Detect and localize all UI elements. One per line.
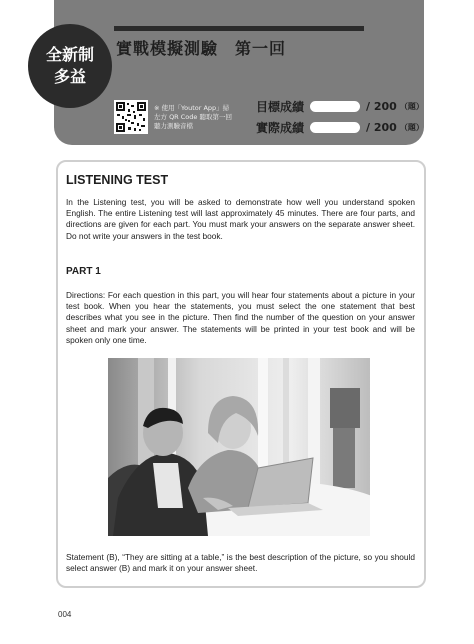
actual-score-label: 實際成績 bbox=[256, 121, 305, 135]
example-photo bbox=[108, 358, 370, 536]
badge-line-1: 全新制 bbox=[45, 45, 94, 64]
page-number: 004 bbox=[58, 610, 72, 619]
edition-badge bbox=[28, 24, 112, 108]
actual-score-unit: （題） bbox=[399, 123, 424, 132]
qr-code-icon bbox=[114, 100, 148, 134]
actual-score-field[interactable] bbox=[310, 122, 360, 133]
target-score-row bbox=[256, 98, 424, 115]
target-score-total: / 200 bbox=[366, 100, 397, 113]
test-title: 實戰模擬測驗 第一回 bbox=[116, 39, 287, 58]
example-paragraph: Statement (B), “They are sitting at a table,” is the best description of the picture, so you should select answer (B) and mark it on your answer sheet. bbox=[66, 552, 415, 574]
badge-line-2: 多益 bbox=[53, 67, 86, 86]
part-heading: PART 1 bbox=[66, 266, 101, 277]
directions-paragraph: Directions: For each question in this part, you will hear four statements about a picture in your test book. When you hear the statements, you must select the one statement that best describes what you see in the picture. Then find the number of the question on your answer sheet and mark your answer. The statements will be printed in your test book and will be spoken only one time. bbox=[66, 290, 415, 345]
target-score-label: 目標成績 bbox=[256, 100, 305, 114]
target-score-unit: （題） bbox=[399, 102, 424, 111]
qr-instruction: ※ 使用「Youtor App」掃左方 QR Code 聽取第一回聽力測驗音檔 bbox=[154, 104, 232, 130]
actual-score-row bbox=[256, 119, 424, 136]
title-rule bbox=[114, 26, 364, 31]
section-heading: LISTENING TEST bbox=[66, 173, 169, 187]
actual-score-total: / 200 bbox=[366, 121, 397, 134]
intro-paragraph: In the Listening test, you will be asked to demonstrate how well you understand spoken English. The entire Listening test will last approximately 45 minutes. There are four parts, and directions are given for each part. You must mark your answers on the separate answer sheet. Do not write your answers in the test book. bbox=[66, 197, 415, 241]
target-score-field[interactable] bbox=[310, 101, 360, 112]
